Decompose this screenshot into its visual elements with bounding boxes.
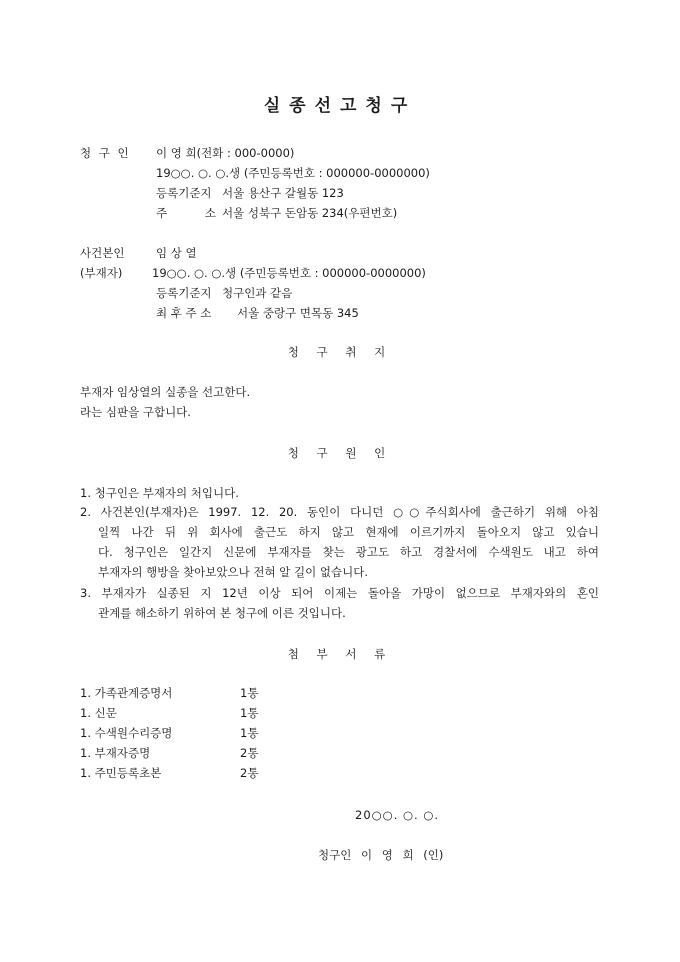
cause-item-continued: 부재자의 행방을 찾아보았으나 전혀 알 길이 없습니다. [98,565,368,579]
claimant-birth-line: 19○○. ○. ○.생 (주민등록번호 : 000000-0000000) [156,166,430,180]
absentee-registry-value: 청구인과 같음 [222,286,293,300]
attachment-name: 1. 신문 [80,706,117,720]
claimant-label: 청 구 인 [80,146,131,160]
claimant-name-line: 이 영 희(전화 : 000-0000) [156,146,295,160]
attachment-count: 2통 [240,766,259,780]
absentee-label: 사건본인 [80,246,125,260]
absentee-birth-line: 19○○. ○. ○.생 (주민등록번호 : 000000-0000000) [152,266,426,280]
purpose-heading: 청 구 취 지 [287,345,393,359]
absentee-registry-label: 등록기준지 [156,286,212,300]
cause-item: 2. 사건본인(부재자)은 1997. 12. 20. 동인이 다니던 ○○주식회사에 출근하기 위해 아침 [80,505,599,519]
absentee-label-sub: (부재자) [80,266,123,280]
cause-heading: 청 구 원 인 [287,446,393,460]
attachment-name: 1. 가족관계증명서 [80,686,173,700]
document-title: 실종선고청구 [263,96,417,116]
signature-line: 청구인 이 영 희 (인) [318,848,444,862]
purpose-line: 부재자 임상열의 실종을 선고한다. [80,385,251,399]
attachment-count: 2통 [240,746,259,760]
absentee-last-address-label: 최 후 주 소 [156,306,212,320]
cause-item: 3. 부재자가 실종된 지 12년 이상 되어 이제는 돌아올 가망이 없으므로 부재자와의 혼인 [80,586,599,600]
absentee-name: 임 상 열 [156,246,197,260]
attachment-name: 1. 부재자증명 [80,746,151,760]
absentee-last-address-value: 서울 중랑구 면목동 345 [237,306,359,320]
claimant-address-value: 서울 성북구 돈암동 234(우편번호) [222,206,398,220]
purpose-line: 라는 심판을 구합니다. [80,405,191,419]
attachments-heading: 첨 부 서 류 [287,647,393,661]
attachment-count: 1통 [240,726,259,740]
document-date: 20○○. ○. ○. [355,808,440,822]
cause-item-continued: 다. 청구인은 일간지 신문에 부재자를 찾는 광고도 하고 경찰서에 수색원도 내고 하여 [98,545,599,559]
claimant-registry-label: 등록기준지 [156,186,212,200]
cause-item-continued: 일찍 나간 뒤 위 회사에 출근도 하지 않고 현재에 이르기까지 돌아오지 않고 있습니 [98,525,599,539]
cause-item-continued: 관계를 해소하기 위하여 본 청구에 이른 것입니다. [98,606,346,620]
attachment-count: 1통 [240,706,259,720]
attachment-name: 1. 수색원수리증명 [80,726,173,740]
claimant-registry-value: 서울 용산구 갈월동 123 [222,186,344,200]
attachment-name: 1. 주민등록초본 [80,766,162,780]
claimant-address-label: 주 소 [156,206,216,220]
cause-item: 1. 청구인은 부재자의 처입니다. [80,486,239,500]
attachment-count: 1통 [240,686,259,700]
